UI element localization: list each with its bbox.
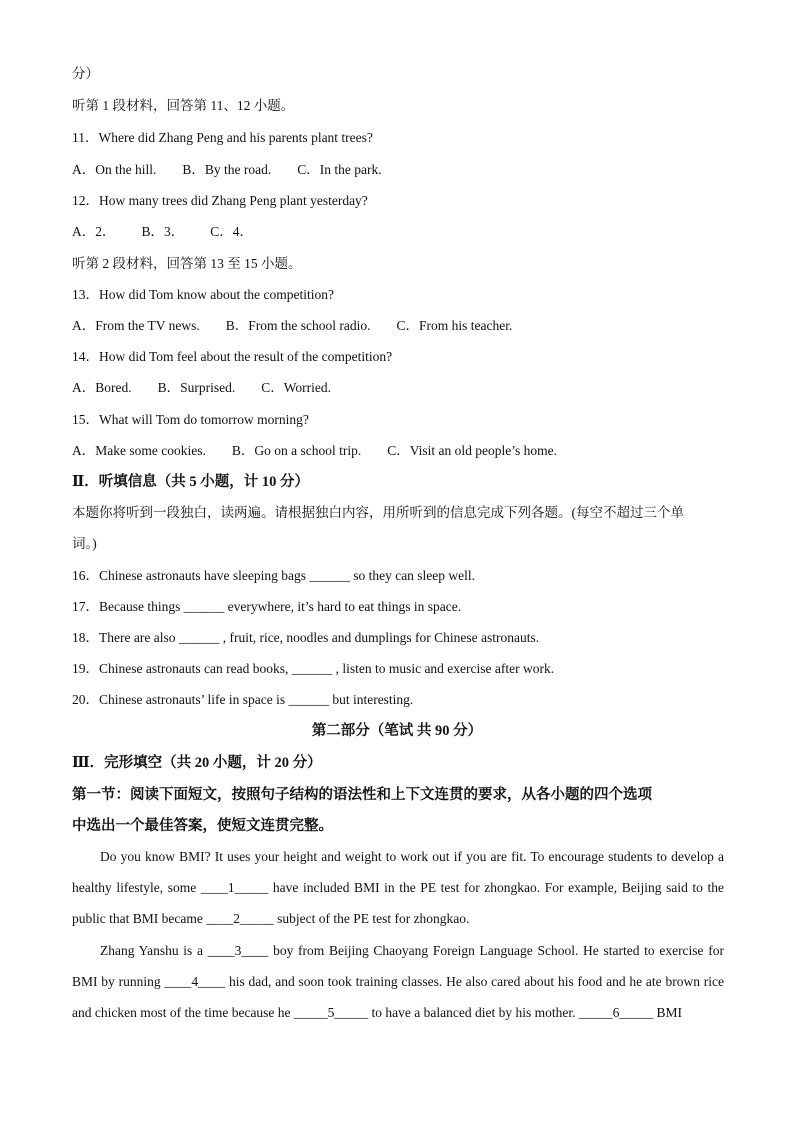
passage-text: subject of the PE test for zhongkao. <box>273 911 470 926</box>
option: C．4． <box>210 224 254 239</box>
blank-6: _____6_____ <box>578 1005 654 1020</box>
section-instruction: 听第 1 段材料，回答第 11、12 小题。 <box>72 98 295 113</box>
section-heading: Ⅲ．完形填空（共 20 小题，计 20 分） <box>72 755 322 771</box>
blank-4: ____4____ <box>164 974 226 989</box>
blank-1: ____1_____ <box>200 880 269 895</box>
question-18: 18．There are also ______ , fruit, rice, noodles and dumplings for Chinese astronauts. <box>72 630 540 645</box>
instruction-text: 词。) <box>72 536 97 551</box>
question-13: 13．How did Tom know about the competition? <box>72 287 335 302</box>
question-19: 19．Chinese astronauts can read books, ______ , listen to music and exercise after work. <box>72 661 555 676</box>
options-12 <box>72 222 253 242</box>
passage-text: Do you know BMI? It uses your height and weight to work out if you are fit. To encourage students to develop a healthy lifestyle, some <box>72 849 724 895</box>
option: A．Make some cookies. <box>72 443 206 458</box>
section-heading: Ⅱ．听填信息（共 5 小题，计 10 分） <box>72 474 309 490</box>
option: B．By the road. <box>182 162 272 177</box>
option: C．In the park. <box>297 162 382 177</box>
options-13 <box>72 316 512 336</box>
option: A．Bored. <box>72 380 132 395</box>
option: C．From his teacher. <box>396 318 513 333</box>
question-11: 11．Where did Zhang Peng and his parents plant trees? <box>72 130 373 145</box>
option: B．Surprised. <box>157 380 236 395</box>
question-12: 12．How many trees did Zhang Peng plant yesterday? <box>72 193 368 208</box>
question-14: 14．How did Tom feel about the result of the competition? <box>72 349 393 364</box>
options-15 <box>72 441 557 461</box>
question-17: 17．Because things ______ everywhere, it’s hard to eat things in space. <box>72 599 462 614</box>
passage-text: boy from Beijing Chaoyang Foreign Language School. He started to exercise for BMI by running <box>72 943 724 989</box>
option: B．From the school radio. <box>225 318 371 333</box>
section-instruction: 听第 2 段材料，回答第 13 至 15 小题。 <box>72 256 302 271</box>
continued-text: 分） <box>72 66 99 81</box>
option: A．2． <box>72 224 116 239</box>
blank-2: ____2_____ <box>206 911 274 926</box>
passage-text: BMI <box>653 1005 682 1020</box>
section-instruction-bold: 第一节：阅读下面短文，按照句子结构的语法性和上下文连贯的要求，从各小题的四个选项 <box>72 787 652 803</box>
option: A．On the hill. <box>72 162 157 177</box>
option: C．Visit an old people’s home. <box>387 443 558 458</box>
options-14 <box>72 378 331 398</box>
instruction-text: 本题你将听到一段独白，读两遍。请根据独白内容，用所听到的信息完成下列各题。(每空不超过三个单 <box>72 505 684 520</box>
passage-paragraph <box>72 841 724 934</box>
option: A．From the TV news. <box>72 318 200 333</box>
passage-text: Zhang Yanshu is a <box>100 943 208 958</box>
option: C．Worried. <box>261 380 332 395</box>
option: B．3． <box>141 224 185 239</box>
blank-3: ____3____ <box>207 943 269 958</box>
question-15: 15．What will Tom do tomorrow morning? <box>72 412 309 427</box>
question-16: 16．Chinese astronauts have sleeping bags ______ so they can sleep well. <box>72 568 476 583</box>
section-instruction-bold: 中选出一个最佳答案，使短文连贯完整。 <box>72 818 333 834</box>
options-11 <box>72 160 382 180</box>
part-title: 第二部分（笔试 共 90 分） <box>311 723 483 739</box>
option: B．Go on a school trip. <box>231 443 362 458</box>
passage-text: have included BMI in the PE test for zhongkao. For example, Beijing said to the public that BMI became <box>72 880 724 926</box>
passage-text: his dad, and soon took training classes. He also cared about his food and he ate brown rice and chicken most of the time because he <box>72 974 725 1020</box>
question-20: 20．Chinese astronauts’ life in space is ______ but interesting. <box>72 692 414 707</box>
passage-text: to have a balanced diet by his mother. <box>368 1005 579 1020</box>
blank-5: _____5_____ <box>293 1005 369 1020</box>
passage-paragraph <box>72 935 724 1028</box>
